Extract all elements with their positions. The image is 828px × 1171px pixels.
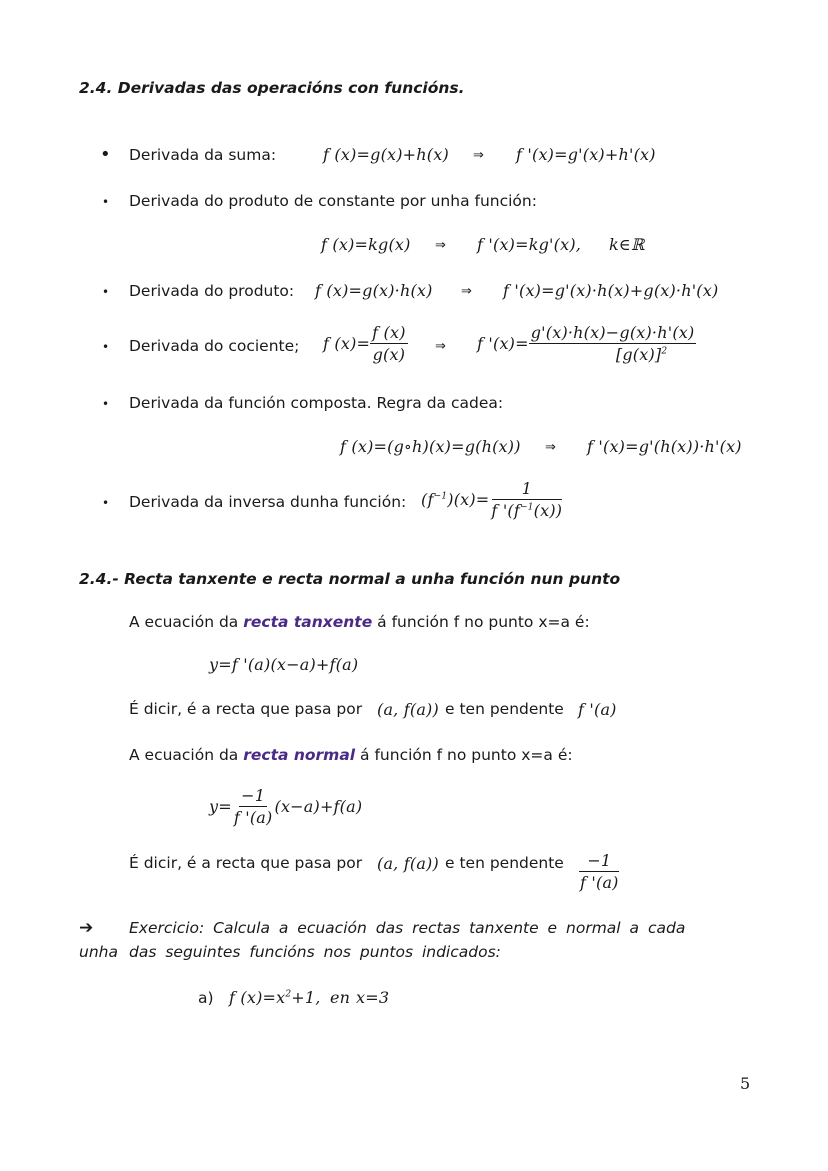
fraction xyxy=(232,786,275,827)
exercise-line1: Exercicio: Calcula a ecuación das rectas tanxente e normal a cada xyxy=(129,919,686,937)
fraction-denominator xyxy=(489,500,564,520)
lhs-end: )(x)= xyxy=(447,490,490,509)
exercise-item-at: en xyxy=(330,988,351,1007)
implies-icon: ⇒ xyxy=(473,148,484,163)
tangent-point: (a, f(a)) xyxy=(377,700,439,719)
implies-icon: ⇒ xyxy=(461,284,472,299)
tangent-slope: f '(a) xyxy=(578,700,617,719)
bullet-icon: • xyxy=(102,285,110,299)
bullet-icon: • xyxy=(102,195,110,209)
fraction-denominator xyxy=(556,344,669,364)
den-end: (x)) xyxy=(533,501,563,520)
den-base: f '(f xyxy=(491,501,520,520)
formula-constant-domain: k∈ℝ xyxy=(609,235,645,254)
formula-sum-right: f '(x)=g'(x)+h'(x) xyxy=(516,145,656,164)
fraction xyxy=(578,851,621,892)
formula-chain-right: f '(x)=g'(h(x))·h'(x) xyxy=(587,437,742,456)
item-label-chain-rule: Derivada da función composta. Regra da cadea: xyxy=(129,394,504,412)
fraction-numerator: −1 xyxy=(241,786,266,805)
section-heading-tangent-normal: 2.4.- Recta tanxente e recta normal a unha función nun punto xyxy=(79,570,621,588)
implies-icon: ⇒ xyxy=(545,440,556,455)
formula-quotient-right xyxy=(477,323,696,364)
page-number: 5 xyxy=(740,1074,751,1093)
exercise-item-label: a) xyxy=(198,989,214,1007)
tangent-formula: y=f '(a)(x−a)+f(a) xyxy=(209,655,359,674)
den-exponent: −1 xyxy=(519,502,534,513)
item-formula-base: f (x)=x xyxy=(229,988,286,1007)
fraction xyxy=(489,479,564,520)
fraction-numerator: g'(x)·h(x)−g(x)·h'(x) xyxy=(530,323,695,342)
formula-constant-left: f (x)=kg(x) xyxy=(321,235,411,254)
implies-icon: ⇒ xyxy=(435,238,446,253)
item-label-constant-product: Derivada do produto de constante por unha función: xyxy=(129,192,537,210)
exercise-line2-start: unha xyxy=(79,943,118,961)
formula-sum-left: f (x)=g(x)+h(x) xyxy=(323,145,449,164)
formula-quotient-right-lhs: f '(x)= xyxy=(477,334,529,353)
exercise-line2-rest: das seguintes funcións nos puntos indicados: xyxy=(129,943,501,961)
tangent-highlight: recta tanxente xyxy=(243,613,373,631)
item-formula-exponent: 2 xyxy=(285,989,292,1000)
item-label-sum: Derivada da suma: xyxy=(129,146,277,164)
formula-product-right: f '(x)=g'(x)·h(x)+g(x)·h'(x) xyxy=(503,281,719,300)
normal-intro xyxy=(129,746,573,764)
fraction xyxy=(529,323,697,364)
denominator-base: [g(x)] xyxy=(615,345,662,364)
formula-quotient-left xyxy=(323,323,408,364)
formula-product-left: f (x)=g(x)·h(x) xyxy=(315,281,433,300)
formula-constant-right: f '(x)=kg'(x), xyxy=(477,235,582,254)
arrow-right-icon: ➔ xyxy=(79,918,94,938)
fraction-denominator: f '(a) xyxy=(233,808,273,827)
item-label-inverse: Derivada da inversa dunha función: xyxy=(129,493,407,511)
bullet-icon: • xyxy=(102,340,110,354)
normal-desc-mid: e ten pendente xyxy=(445,854,564,872)
implies-icon: ⇒ xyxy=(435,339,446,354)
normal-highlight: recta normal xyxy=(243,746,356,764)
tangent-desc: É dicir, é a recta que pasa por xyxy=(129,700,363,718)
normal-slope xyxy=(578,851,621,892)
fraction-denominator: g(x) xyxy=(372,345,406,364)
normal-formula-lhs: y= xyxy=(209,797,232,816)
section-heading-derivatives: 2.4. Derivadas das operacións con funcións. xyxy=(79,79,465,97)
lhs-exponent: −1 xyxy=(433,491,448,502)
normal-intro-text-end: á función f no punto x=a é: xyxy=(355,746,573,764)
formula-chain-left: f (x)=(g∘h)(x)=g(h(x)) xyxy=(340,437,521,456)
fraction xyxy=(370,323,408,364)
tangent-intro-text-end: á función f no punto x=a é: xyxy=(372,613,590,631)
tangent-intro-text: A ecuación da xyxy=(129,613,244,631)
exercise-item-point: x=3 xyxy=(356,988,390,1007)
denominator-exponent: 2 xyxy=(661,346,668,357)
item-label-product: Derivada do produto: xyxy=(129,282,295,300)
fraction-numerator: −1 xyxy=(579,851,619,872)
bullet-icon: • xyxy=(102,496,110,510)
normal-intro-text: A ecuación da xyxy=(129,746,244,764)
tangent-desc-mid: e ten pendente xyxy=(445,700,564,718)
normal-formula xyxy=(209,786,362,827)
normal-desc: É dicir, é a recta que pasa por xyxy=(129,854,363,872)
item-formula-rest: +1, xyxy=(291,988,321,1007)
formula-inverse-lhs xyxy=(421,490,489,509)
tangent-intro xyxy=(129,613,590,631)
normal-point: (a, f(a)) xyxy=(377,854,439,873)
formula-quotient-left-lhs: f (x)= xyxy=(323,334,371,353)
exercise-item-formula xyxy=(229,988,321,1007)
lhs-base: (f xyxy=(421,490,434,509)
fraction-numerator: f (x) xyxy=(372,323,406,342)
item-label-quotient: Derivada do cociente; xyxy=(129,337,300,355)
fraction-numerator: 1 xyxy=(492,479,562,500)
normal-formula-rhs: (x−a)+f(a) xyxy=(274,797,363,816)
fraction-denominator: f '(a) xyxy=(580,873,619,892)
bullet-icon: • xyxy=(102,397,110,411)
bullet-icon: • xyxy=(100,144,111,165)
formula-inverse xyxy=(421,479,564,520)
